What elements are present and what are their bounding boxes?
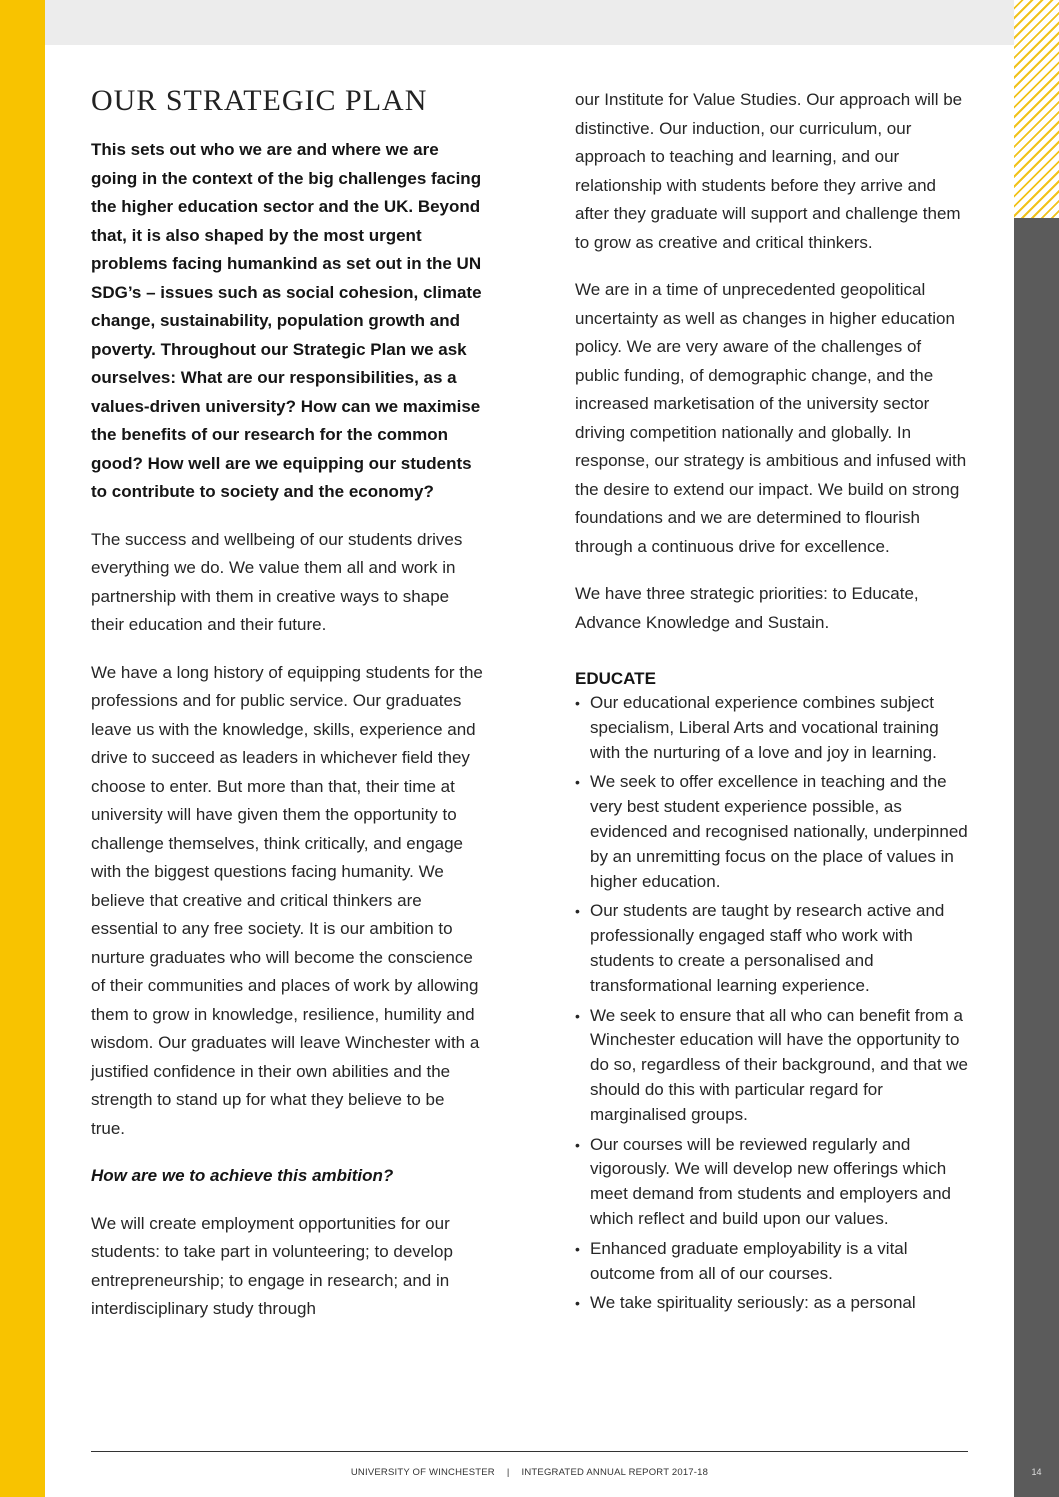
bullet-icon: • [575, 903, 580, 920]
bullet-icon: • [575, 1136, 580, 1153]
educate-list [575, 691, 969, 1316]
footer-divider [91, 1451, 968, 1452]
list-item: • We seek to ensure that all who can benefit from a Winchester education will have the opportunity to do so, regardless of their background, and that we should do this with particular regard for marginalised groups. [575, 1005, 969, 1124]
top-band [45, 0, 1014, 45]
body-paragraph: our Institute for Value Studies. Our approach will be distinctive. Our induction, our curriculum, our approach to teaching and learning, and our relationship with students before they arrive and after they graduate will support and challenge them to grow as creative and critical thinkers. [575, 90, 963, 252]
right-column [575, 86, 969, 1321]
list-item: • Our educational experience combines subject specialism, Liberal Arts and vocational training with the nurturing of a love and joy in learning. [575, 693, 939, 762]
body-paragraph: The success and wellbeing of our students drives everything we do. We value them all and work in partnership with them in creative ways to shape their education and their future. [91, 529, 463, 634]
list-item: • Our courses will be reviewed regularly and vigorously. We will develop new offerings which meet demand from students and employers and which reflect and build upon our values. [575, 1134, 951, 1228]
left-accent-bar [0, 0, 45, 1497]
diagonal-stripes-decoration [1014, 0, 1059, 218]
footer [91, 1467, 968, 1478]
footer-separator: | [506, 1467, 510, 1478]
bullet-icon: • [575, 1007, 580, 1024]
ambition-heading: How are we to achieve this ambition? [91, 1166, 394, 1185]
body-paragraph: We will create employment opportunities for our students: to take part in volunteering; to develop entrepreneurship; to engage in research; and in interdisciplinary study through [91, 1213, 453, 1318]
bullet-icon: • [575, 774, 580, 791]
bullet-icon: • [575, 695, 580, 711]
footer-report: INTEGRATED ANNUAL REPORT 2017-18 [521, 1467, 709, 1478]
lead-paragraph: This sets out who we are and where we are going in the context of the big challenges facing the higher education sector and the UK. Beyond that, it is also shaped by the most urgent problems facing humankind as set out in the UN SDG’s – issues such as social cohesion, climate change, sustainability, population growth and poverty. Throughout our Strategic Plan we ask ourselves: What are our responsibilities, as a values-driven university? How can we maximise the benefits of our research for the common good? How well are we equipping our students to contribute to society and the economy? [91, 140, 482, 501]
bullet-icon: • [575, 1240, 580, 1257]
page-number: 14 [1031, 1467, 1042, 1477]
list-item: • We seek to offer excellence in teaching and the very best student experience possible, as evidenced and recognised nationally, underpinned by an unremitting focus on the place of values in higher education. [575, 772, 968, 891]
page-title: OUR STRATEGIC PLAN [91, 84, 428, 117]
bullet-icon: • [575, 1295, 580, 1312]
body-paragraph: We have three strategic priorities: to Educate, Advance Knowledge and Sustain. [575, 584, 919, 632]
list-item: • Enhanced graduate employability is a vital outcome from all of our courses. [575, 1238, 908, 1283]
right-side-bar [1014, 0, 1059, 1497]
educate-heading: EDUCATE [575, 669, 656, 688]
list-item: • We take spirituality seriously: as a personal [575, 1291, 969, 1316]
footer-org: UNIVERSITY OF WINCHESTER [350, 1467, 495, 1478]
list-item: • Our students are taught by research active and professionally engaged staff who work with students to create a personalised and transformational learning experience. [575, 901, 945, 995]
left-column [91, 84, 483, 1343]
body-paragraph: We are in a time of unprecedented geopolitical uncertainty as well as changes in higher education policy. We are very aware of the challenges of public funding, of demographic change, and the increased marketisation of the university sector driving competition nationally and globally. In response, our strategy is ambitious and infused with the desire to extend our impact. We build on strong foundations and we are determined to flourish through a continuous drive for excellence. [575, 280, 967, 556]
body-paragraph: We have a long history of equipping students for the professions and for public service. Our graduates leave us with the knowledge, skills, experience and drive to succeed as leaders in whichever field they choose to enter. But more than that, their time at university will have given them the opportunity to challenge themselves, think critically, and engage with the biggest questions facing humanity. We believe that creative and critical thinkers are essential to any free society. It is our ambition to nurture graduates who will become the conscience of their communities and places of work by allowing them to grow in knowledge, resilience, humility and wisdom. Our graduates will leave Winchester with a justified confidence in their own abilities and the strength to stand up for what they believe to be true. [91, 662, 483, 1138]
